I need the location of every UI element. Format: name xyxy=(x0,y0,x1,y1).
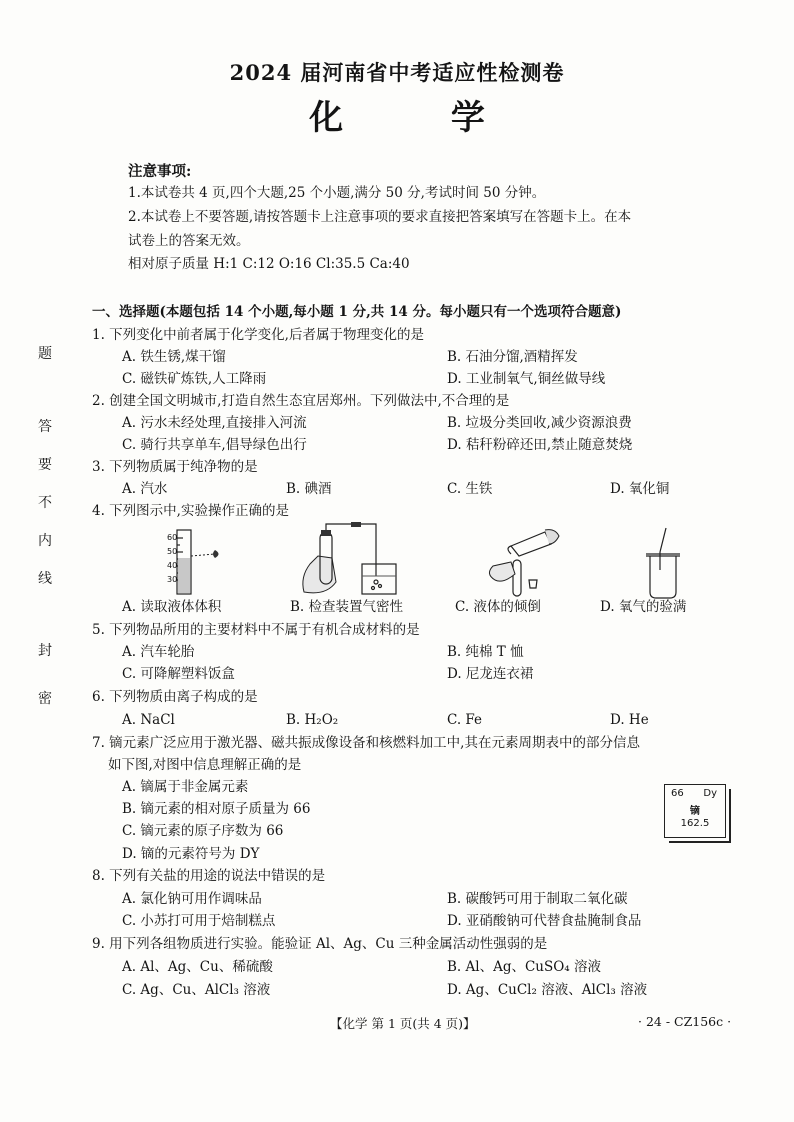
subject-title: 化 学 xyxy=(309,98,533,138)
option: A. 污水未经处理,直接排入河流 xyxy=(122,415,307,431)
margin-char: 封 xyxy=(38,643,52,659)
margin-char: 题 xyxy=(38,346,52,362)
question-stem: 2. 创建全国文明城市,打造自然生态宜居郑州。下列做法中,不合理的是 xyxy=(92,393,510,409)
section-heading: 一、选择题(本题包括 14 个小题,每小题 1 分,共 14 分。每小题只有一个选项符合题意) xyxy=(92,304,622,320)
option: B. 石油分馏,酒精挥发 xyxy=(447,349,578,365)
option: A. Al、Ag、Cu、稀硫酸 xyxy=(122,959,273,975)
option: C. 骑行共享单车,倡导绿色出行 xyxy=(122,437,307,453)
tick-label: 40 xyxy=(167,561,178,570)
question-stem: 4. 下列图示中,实验操作正确的是 xyxy=(92,503,289,519)
option: C. 磁铁矿炼铁,人工降雨 xyxy=(122,371,267,387)
option: B. 碘酒 xyxy=(286,481,332,497)
margin-char: 线 xyxy=(38,571,52,587)
option: A. 镝属于非金属元素 xyxy=(122,779,249,795)
option: D. 氧气的验满 xyxy=(600,599,687,615)
tick-label: 30 xyxy=(167,575,178,584)
atomic-mass-line: 相对原子质量 H:1 C:12 O:16 Cl:35.5 Ca:40 xyxy=(128,256,410,272)
option: B. 碳酸钙可用于制取二氧化碳 xyxy=(447,891,628,907)
oxygen-test-figure xyxy=(638,526,688,600)
question-stem: 1. 下列变化中前者属于化学变化,后者属于物理变化的是 xyxy=(92,327,424,343)
element-name: 镝 xyxy=(690,806,700,817)
paper-code: · 24 - CZ156c · xyxy=(638,1014,732,1029)
airtightness-check-figure xyxy=(296,522,406,598)
option: C. 镝元素的原子序数为 66 xyxy=(122,823,284,839)
pouring-liquid-figure xyxy=(475,522,565,598)
option: C. Ag、Cu、AlCl₃ 溶液 xyxy=(122,982,271,998)
atomic-mass: 162.5 xyxy=(680,818,710,829)
notice-item-2a: 2.本试卷上不要答题,请按答题卡上注意事项的要求直接把答案填写在答题卡上。在本 xyxy=(128,209,632,225)
margin-char: 密 xyxy=(38,691,52,707)
option: A. 氯化钠可用作调味品 xyxy=(122,891,262,907)
question-stem: 8. 下列有关盐的用途的说法中错误的是 xyxy=(92,868,326,884)
option: D. 秸秆粉碎还田,禁止随意焚烧 xyxy=(447,437,633,453)
option: D. He xyxy=(610,712,649,728)
option: D. 工业制氧气,铜丝做导线 xyxy=(447,371,606,387)
option: B. 垃圾分类回收,减少资源浪费 xyxy=(447,415,632,431)
option: B. Al、Ag、CuSO₄ 溶液 xyxy=(447,959,602,975)
option: B. 纯棉 T 恤 xyxy=(447,644,524,660)
option: C. Fe xyxy=(447,712,483,728)
question-stem-cont: 如下图,对图中信息理解正确的是 xyxy=(108,757,302,773)
tick-label: 50 xyxy=(167,547,178,556)
margin-char: 答 xyxy=(38,419,52,435)
tick-label: 60 xyxy=(167,533,178,542)
option: D. 镝的元素符号为 DY xyxy=(122,846,260,862)
notice-item-1: 1.本试卷共 4 页,四个大题,25 个小题,满分 50 分,考试时间 50 分钟。 xyxy=(128,185,546,201)
option: B. H₂O₂ xyxy=(286,712,339,728)
margin-char: 要 xyxy=(38,457,52,473)
margin-char: 不 xyxy=(38,495,52,511)
option: B. 检查装置气密性 xyxy=(290,599,404,615)
element-symbol: Dy xyxy=(703,788,717,799)
element-cell xyxy=(664,784,726,838)
atomic-number: 66 xyxy=(671,788,684,799)
option: C. 可降解塑料饭盒 xyxy=(122,666,235,682)
option: A. 汽车轮胎 xyxy=(122,644,195,660)
option: C. 液体的倾倒 xyxy=(455,599,541,615)
option: A. 读取液体体积 xyxy=(122,599,222,615)
question-stem: 9. 用下列各组物质进行实验。能验证 Al、Ag、Cu 三种金属活动性强弱的是 xyxy=(92,936,548,952)
option: C. 生铁 xyxy=(447,481,493,497)
notice-item-2b: 试卷上的答案无效。 xyxy=(128,233,250,249)
margin-char: 内 xyxy=(38,533,52,549)
exam-title: 2024 届河南省中考适应性检测卷 xyxy=(229,60,565,85)
option: C. 小苏打可用于焙制糕点 xyxy=(122,913,276,929)
notice-heading: 注意事项: xyxy=(128,163,192,180)
option: A. 铁生锈,煤干馏 xyxy=(122,349,226,365)
option: D. Ag、CuCl₂ 溶液、AlCl₃ 溶液 xyxy=(447,982,648,998)
option: A. 汽水 xyxy=(122,481,168,497)
option: D. 亚硝酸钠可代替食盐腌制食品 xyxy=(447,913,642,929)
question-stem: 7. 镝元素广泛应用于激光器、磁共振成像设备和核燃料加工中,其在元素周期表中的部分信息 xyxy=(92,735,640,751)
question-stem: 6. 下列物质由离子构成的是 xyxy=(92,689,258,705)
option: B. 镝元素的相对原子质量为 66 xyxy=(122,801,311,817)
option: A. NaCl xyxy=(122,712,175,728)
question-stem: 3. 下列物质属于纯净物的是 xyxy=(92,459,258,475)
option: D. 氧化铜 xyxy=(610,481,670,497)
option: D. 尼龙连衣裙 xyxy=(447,666,534,682)
page-footer: 【化学 第 1 页(共 4 页)】 xyxy=(330,1016,476,1031)
question-stem: 5. 下列物品所用的主要材料中不属于有机合成材料的是 xyxy=(92,622,420,638)
